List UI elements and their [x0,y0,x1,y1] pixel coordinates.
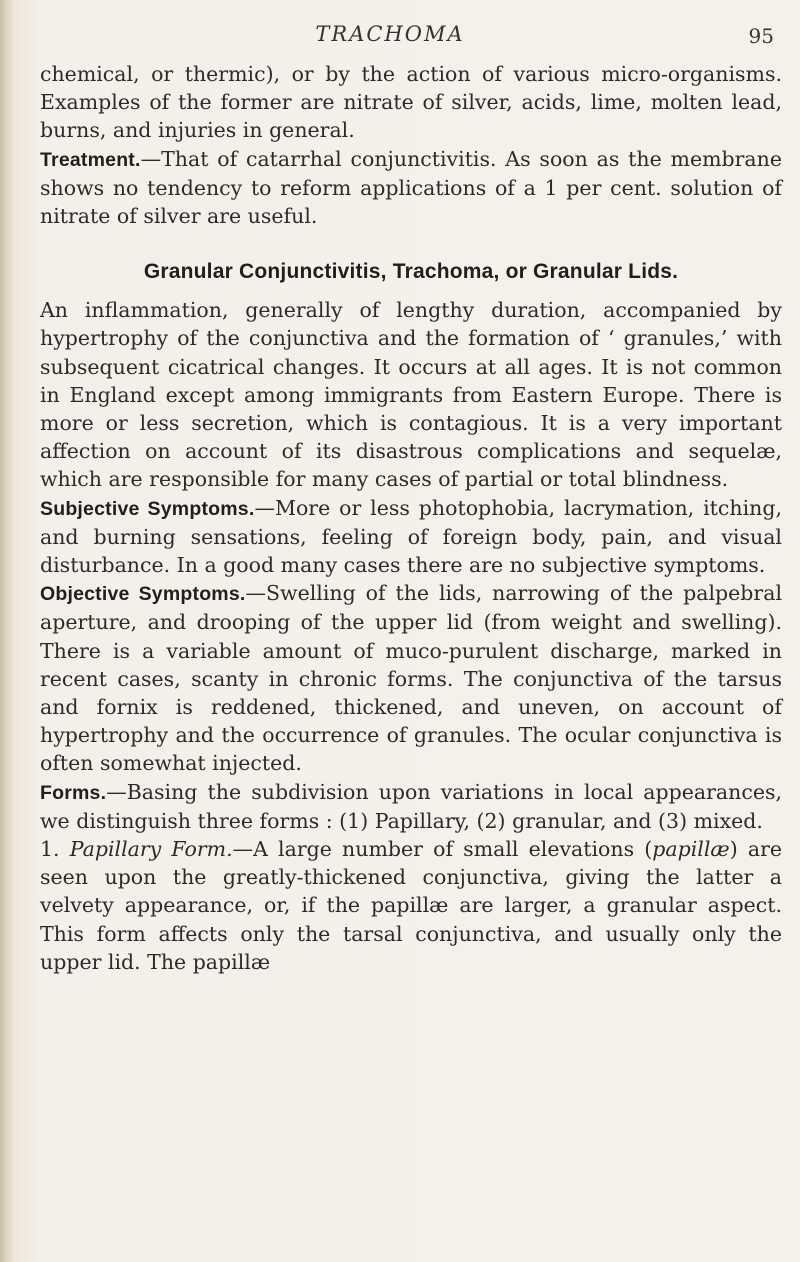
italic-heading: Papillary Form. [69,837,233,862]
paragraph-objective-symptoms [40,579,782,777]
italic-term: papillæ [652,837,730,862]
paragraph-definition [40,296,782,493]
paragraph-text: ) are seen upon the greatly-thickened conjunctiva, giving the latter a velvety appearance, or, if the papillæ are larger, a granular aspect. This form affects only the tarsal conjunctiva, and usually only the upper lid. The papillæ [40,837,782,974]
paragraph-treatment [40,145,782,231]
section-heading: Granular Conjunctivitis, Trachoma, or Granular Lids. [143,260,679,284]
paragraph-subjective-symptoms [40,494,782,580]
run-in-heading: Objective Symptoms. [40,583,246,606]
binding-shadow [0,0,14,1262]
running-title: TRACHOMA [315,22,465,46]
run-in-heading: Subjective Symptoms. [40,497,255,520]
paragraph-papillary-form [40,835,782,976]
paragraph-text: chemical, or thermic), or by the action of various micro-organisms. Examples of the former are nitrate of silver, acids, lime, molten lead, burns, and injuries in general. [40,62,782,143]
paragraph-forms [40,778,782,835]
paragraph-continuation [40,60,782,145]
page-header [0,22,800,52]
page-number: 95 [748,24,774,48]
paragraph-text: —Basing the subdivision upon variations in local appearances, we distinguish three forms : (1) Papillary, (2) granular, and (3) mixed. [40,779,782,833]
body-text [40,60,782,976]
run-in-heading: Treatment. [40,148,141,171]
paragraph-text: —More or less photophobia, lacrymation, itching, and burning sensations, feeling of foreign body, pain, and visual disturbance. In a good many cases there are no subjective symptoms. [40,495,782,578]
paragraph-text: —Swelling of the lids, narrowing of the palpebral aperture, and drooping of the upper lid (from weight and swelling). There is a variable amount of muco-purulent discharge, marked in recent cases, scanty in chronic forms. The conjunctiva of the tarsus and fornix is reddened, thickened, and uneven, on account of hypertrophy and the occurrence of granules. The ocular conjunctiva is often somewhat injected. [40,581,782,776]
run-in-heading: Forms. [40,781,107,804]
paragraph-text: An inflammation, generally of lengthy duration, accompanied by hypertrophy of the conjunctiva and the formation of ‘ granules,’ with subsequent cicatrical changes. It occurs at all ages. It is not common in England except among immigrants from Eastern Europe. There is more or less secretion, which is contagious. It is a very important affection on account of its disastrous complications and sequelæ, which are responsible for many cases of partial or total blindness. [40,298,782,492]
paragraph-text: —A large number of small elevations ( [232,837,653,862]
paragraph-text: —That of catarrhal conjunctivitis. As soon as the membrane shows no tendency to reform applications of a 1 per cent. solution of nitrate of silver are useful. [40,146,782,229]
list-number: 1. [40,837,60,862]
